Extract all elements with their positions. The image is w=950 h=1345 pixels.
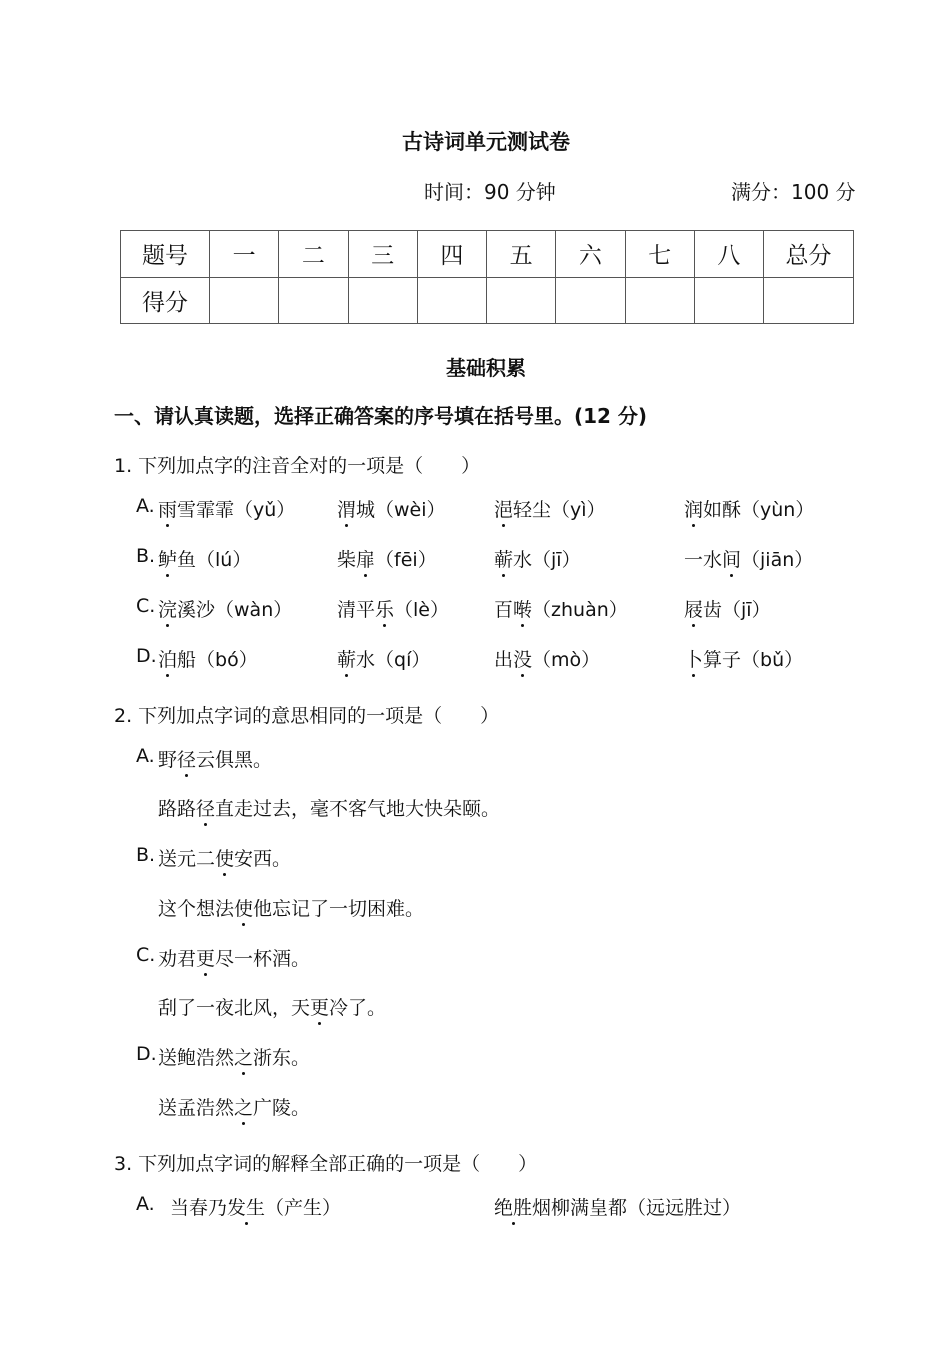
dotted-char: 卜: [684, 645, 703, 672]
option-item: 绝胜烟柳满皇都（远远胜过）: [494, 1193, 741, 1220]
score-table-score-row: [121, 277, 854, 324]
full-score: 满分：100 分: [731, 180, 856, 204]
score-cell[interactable]: [487, 277, 556, 324]
option-label: B.: [136, 545, 156, 567]
dotted-char: 浣: [158, 595, 177, 622]
option-item: 泊船（bó）: [158, 645, 258, 672]
dotted-char: 泊: [158, 645, 177, 672]
dotted-char: 蕲: [494, 545, 513, 572]
option-sentence: 送鲍浩然之浙东。: [158, 1043, 310, 1070]
question-3-stem: 3. 下列加点字词的解释全部正确的一项是（ ）: [114, 1153, 538, 1175]
dotted-char: 使: [215, 844, 234, 871]
option-sentence: 送元二使安西。: [158, 844, 291, 871]
option-item: 蕲水（qí）: [337, 645, 430, 672]
score-header-cell: 一: [210, 231, 279, 278]
option-item: 浣溪沙（wàn）: [158, 595, 292, 622]
dotted-char: 更: [196, 944, 215, 971]
score-row-label: 得分: [121, 277, 210, 324]
option-item: 卜算子（bǔ）: [684, 645, 803, 672]
option-item: 蕲水（jī）: [494, 545, 581, 572]
score-header-cell: 五: [487, 231, 556, 278]
option-sentence: 路路径直走过去，毫不客气地大快朵颐。: [158, 794, 500, 821]
option-label: B.: [136, 844, 156, 866]
question-1-stem: 1. 下列加点字的注音全对的一项是（ ）: [114, 455, 481, 477]
score-cell[interactable]: [348, 277, 417, 324]
section-title: 基础积累: [446, 356, 526, 380]
score-header-cell: 六: [556, 231, 625, 278]
score-cell[interactable]: [764, 277, 854, 324]
option-item: 鲈鱼（lú）: [158, 545, 251, 572]
option-label: C.: [136, 944, 156, 966]
option-item: 百啭（zhuàn）: [494, 595, 628, 622]
exam-time: 时间：90 分钟: [424, 180, 556, 204]
option-sentence: 送孟浩然之广陵。: [158, 1093, 310, 1120]
dotted-char: 鲈: [158, 545, 177, 572]
option-item: 浥轻尘（yì）: [494, 495, 606, 522]
score-cell[interactable]: [279, 277, 348, 324]
option-label: D.: [136, 645, 157, 667]
dotted-char: 之: [234, 1043, 253, 1070]
score-header-cell: 二: [279, 231, 348, 278]
option-label: D.: [136, 1043, 157, 1065]
option-item: 当春乃发生（产生）: [170, 1193, 341, 1220]
option-label: A.: [136, 745, 155, 767]
option-label: A.: [136, 495, 155, 517]
score-cell[interactable]: [210, 277, 279, 324]
dotted-char: 径: [177, 745, 196, 772]
score-header-cell: 总分: [764, 231, 854, 278]
score-header-cell: 八: [694, 231, 763, 278]
score-table-header-row: [121, 231, 854, 278]
option-item: 润如酥（yùn）: [684, 495, 814, 522]
score-table: [120, 230, 854, 324]
option-sentence: 劝君更尽一杯酒。: [158, 944, 310, 971]
option-item: 一水间（jiān）: [684, 545, 813, 572]
score-cell[interactable]: [625, 277, 694, 324]
score-cell[interactable]: [417, 277, 486, 324]
score-cell[interactable]: [694, 277, 763, 324]
option-item: 屐齿（jī）: [684, 595, 771, 622]
dotted-char: 乐: [375, 595, 394, 622]
question-2-stem: 2. 下列加点字词的意思相同的一项是（ ）: [114, 705, 500, 727]
option-item: 清平乐（lè）: [337, 595, 449, 622]
score-header-cell: 四: [417, 231, 486, 278]
dotted-char: 绝胜: [494, 1193, 532, 1220]
option-item: 柴扉（fēi）: [337, 545, 437, 572]
dotted-char: 浥: [494, 495, 513, 522]
dotted-char: 润: [684, 495, 703, 522]
dotted-char: 发生: [227, 1193, 265, 1220]
part-heading: 一、请认真读题，选择正确答案的序号填在括号里。(12 分): [114, 404, 648, 428]
option-sentence: 这个想法使他忘记了一切困难。: [158, 894, 424, 921]
dotted-char: 屐: [684, 595, 703, 622]
dotted-char: 使: [234, 894, 253, 921]
option-label: A.: [136, 1193, 155, 1215]
option-sentence: 野径云俱黑。: [158, 745, 272, 772]
option-sentence: 刮了一夜北风，天更冷了。: [158, 993, 386, 1020]
score-header-cell: 七: [625, 231, 694, 278]
option-item: 渭城（wèi）: [337, 495, 446, 522]
dotted-char: 渭: [337, 495, 356, 522]
option-item: 出没（mò）: [494, 645, 600, 672]
dotted-char: 间: [722, 545, 741, 572]
option-item: 雨雪霏霏（yǔ）: [158, 495, 295, 522]
score-cell[interactable]: [556, 277, 625, 324]
dotted-char: 蕲: [337, 645, 356, 672]
dotted-char: 雨: [158, 495, 177, 522]
score-header-cell: 三: [348, 231, 417, 278]
dotted-char: 之: [234, 1093, 253, 1120]
dotted-char: 更: [310, 993, 329, 1020]
dotted-char: 径: [196, 794, 215, 821]
dotted-char: 没: [513, 645, 532, 672]
score-header-cell: 题号: [121, 231, 210, 278]
option-label: C.: [136, 595, 156, 617]
page-title: 古诗词单元测试卷: [402, 130, 570, 154]
dotted-char: 扉: [356, 545, 375, 572]
dotted-char: 啭: [513, 595, 532, 622]
